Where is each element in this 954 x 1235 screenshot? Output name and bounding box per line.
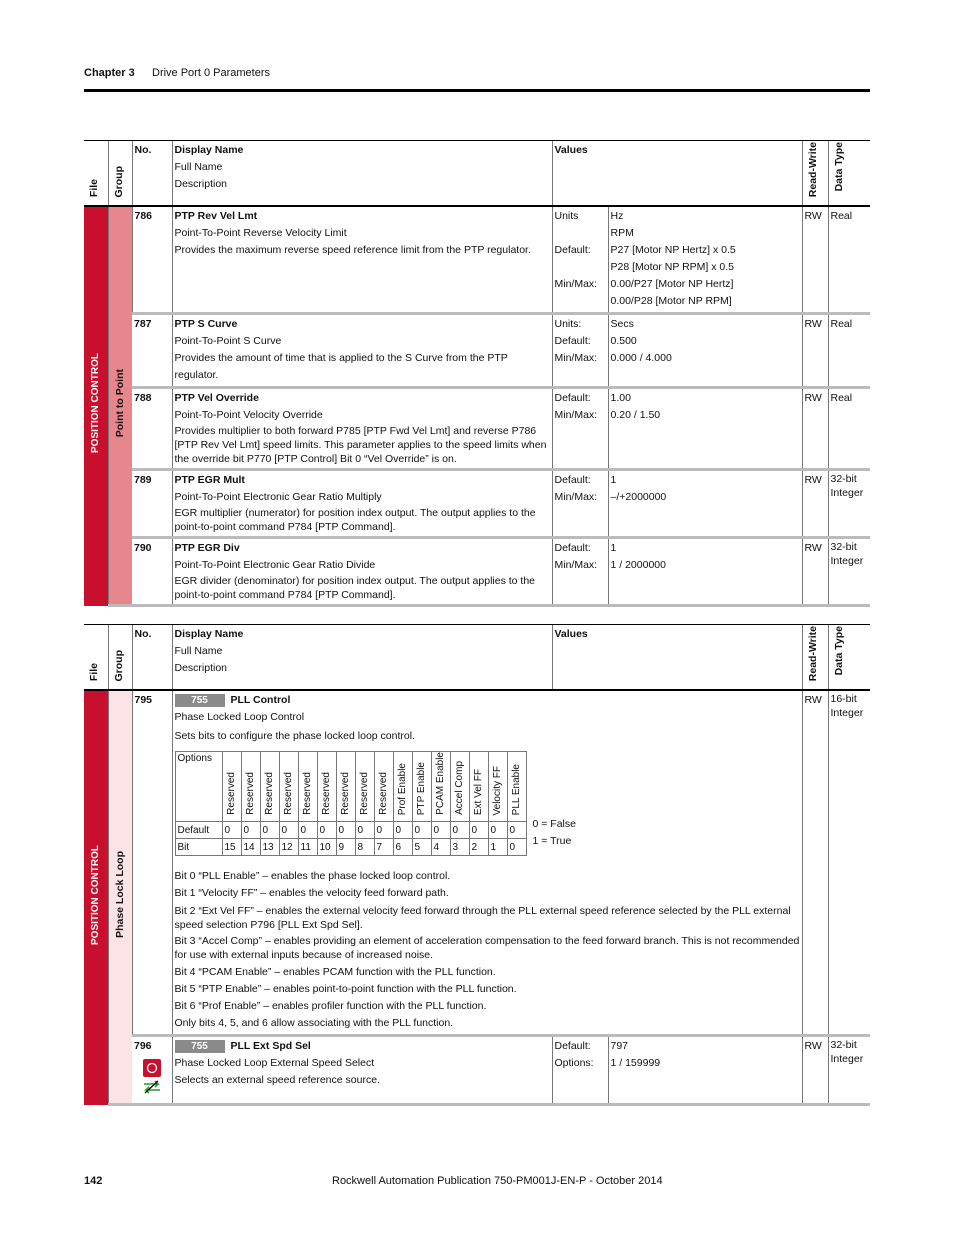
table-row <box>84 470 870 538</box>
param-name: 755 PLL Control Phase Locked Loop Control Sets bits to configure the phase locked loop control. Options Reserved Reserved Reserved Reserved Reserved Reserved Reserved Reserved Reserved Prof Enable PTP Enable PCAM Enable Accel Comp Ext Vel FF Velocity FF PLL Enable Default 0 0 0 0 0 0 0 0 0 0 0 0 0 0 0 0 Bit 15 14 13 12 11 10 9 8 7 6 5 4 3 2 1 0 0 = False 1 = True Bit 0 “PLL Enable” – enables the phase locked loop control. Bit 1 “Velocity FF” – enables the velocity feed forward path. Bit 2 “Ext Vel FF” – enables the external velocity feed forward through the PLL external speed reference selected by the PLL external speed selection P796 [PLL Ext Spd Sel]. Bit 3 “Accel Comp” – enables providing an element of acceleration compensation to the feed forward branch. This is not recommended for use with external inputs because of increased noise. Bit 4 “PCAM Enable” – enables PCAM function with the PLL function. Bit 5 “PTP Enable” – enables point-to-point function with the PLL function. Bit 6 “Prof Enable” – enables profiler function with the PLL function. Only bits 4, 5, and 6 allow associating with the PLL function. <box>172 690 802 1035</box>
table-header <box>84 625 870 691</box>
read-write: RW <box>802 206 828 314</box>
param-name: PTP Rev Vel Lmt Point-To-Point Reverse Velocity Limit Provides the maximum reverse speed reference limit from the PTP regulator. <box>172 206 552 314</box>
value-labels: Default: Min/Max: <box>552 388 608 470</box>
read-write: RW <box>802 470 828 538</box>
file-label: POSITION CONTROL <box>84 206 108 606</box>
value-values: 797 1 / 159999 <box>608 1036 802 1105</box>
param-no: 787 <box>132 314 172 388</box>
stop-icon <box>143 1059 161 1077</box>
value-values: Secs 0.500 0.000 / 4.000 <box>608 314 802 388</box>
group-label: Point to Point <box>108 206 132 606</box>
link-swap-icon <box>134 1079 170 1101</box>
col-rw: Read-Write <box>802 141 828 207</box>
value-values: 1.00 0.20 / 1.50 <box>608 388 802 470</box>
param-no: 786 <box>132 206 172 314</box>
table-row <box>84 538 870 606</box>
data-type: 32-bit Integer <box>828 470 870 538</box>
value-values: 1 1 / 2000000 <box>608 538 802 606</box>
col-group: Group <box>108 625 132 691</box>
col-no: No. <box>132 141 172 207</box>
data-type: 16-bit Integer <box>828 690 870 1035</box>
param-no: 788 <box>132 388 172 470</box>
file-label: POSITION CONTROL <box>84 690 108 1104</box>
table-row <box>84 314 870 388</box>
badge-755: 755 <box>175 694 225 707</box>
table-row <box>84 206 870 314</box>
param-name: PTP S Curve Point-To-Point S Curve Provides the amount of time that is applied to the S Curve from the PTP regulator. <box>172 314 552 388</box>
col-no: No. <box>132 625 172 691</box>
table-row <box>84 690 870 1035</box>
col-group: Group <box>108 141 132 207</box>
table-row <box>84 1036 870 1105</box>
group-label: Phase Lock Loop <box>108 690 132 1104</box>
col-display: Display Name Full Name Description <box>172 625 552 691</box>
param-no: 796 <box>134 1040 152 1053</box>
value-values: Hz RPM P27 [Motor NP Hertz] x 0.5 P28 [Motor NP RPM] x 0.5 0.00/P27 [Motor NP Hertz] 0.00/P28 [Motor NP RPM] <box>608 206 802 314</box>
col-values: Values <box>552 141 802 207</box>
page-number: 142 <box>84 1175 103 1187</box>
data-type: 32-bit Integer <box>828 538 870 606</box>
chapter-title: Drive Port 0 Parameters <box>152 67 270 79</box>
read-write: RW <box>802 314 828 388</box>
param-name: PTP EGR Div Point-To-Point Electronic Gear Ratio Divide EGR divider (denominator) for position index output. The output applies to the point-to-point command P784 [PTP Command]. <box>172 538 552 606</box>
bit-options-table: Options Reserved Reserved Reserved Reserved Reserved Reserved Reserved Reserved Reserved Prof Enable PTP Enable PCAM Enable Accel Comp Ext Vel FF Velocity FF PLL Enable Default 0 0 0 0 0 0 0 0 0 0 0 0 0 0 0 0 Bit 15 14 13 12 11 10 9 8 7 6 5 4 3 2 1 0 <box>175 751 527 856</box>
param-no: 790 <box>132 538 172 606</box>
value-labels: Units: Default: Min/Max: <box>552 314 608 388</box>
param-no: 795 <box>132 690 172 1035</box>
bit-legend: 0 = False 1 = True <box>532 818 576 848</box>
data-type: Real <box>828 206 870 314</box>
param-name: PTP Vel Override Point-To-Point Velocity Override Provides multiplier to both forward P785 [PTP Fwd Vel Lmt] and reverse P786 [PTP Rev Vel Lmt] speed limits. This parameter applies to the speed limits when the override bit P770 [PTP Control] Bit 0 “Vel Override” is on. <box>172 388 552 470</box>
param-name: PTP EGR Mult Point-To-Point Electronic Gear Ratio Multiply EGR multiplier (numerator) for position index output. The output applies to the point-to-point command P784 [PTP Command]. <box>172 470 552 538</box>
read-write: RW <box>802 690 828 1035</box>
read-write: RW <box>802 538 828 606</box>
value-labels: Default: Min/Max: <box>552 538 608 606</box>
table-header <box>84 141 870 207</box>
col-file: File <box>84 625 108 691</box>
param-no: 789 <box>132 470 172 538</box>
badge-755: 755 <box>175 1040 225 1053</box>
param-name: 755 PLL Ext Spd Sel Phase Locked Loop External Speed Select Selects an external speed reference source. <box>172 1036 552 1105</box>
value-labels: Default: Min/Max: <box>552 470 608 538</box>
chapter-label: Chapter 3 <box>84 67 135 79</box>
value-labels: Units Default: Min/Max: <box>552 206 608 314</box>
col-file: File <box>84 141 108 207</box>
param-no-cell <box>132 1036 172 1105</box>
publication-line: Rockwell Automation Publication 750-PM001J-EN-P - October 2014 <box>332 1175 663 1187</box>
parameter-table-1 <box>84 140 870 607</box>
col-dtype: Data Type <box>828 625 870 691</box>
data-type: 32-bit Integer <box>828 1036 870 1105</box>
table-row <box>84 388 870 470</box>
bit-notes: Bit 0 “PLL Enable” – enables the phase locked loop control. Bit 1 “Velocity FF” – enables the velocity feed forward path. Bit 2 “Ext Vel FF” – enables the external velocity feed forward through the PLL external speed reference selected by the PLL external speed selection P796 [PLL Ext Spd Sel]. Bit 3 “Accel Comp” – enables providing an element of acceleration compensation to the feed forward branch. This is not recommended for use with external inputs because of increased noise. Bit 4 “PCAM Enable” – enables PCAM function with the PLL function. Bit 5 “PTP Enable” – enables point-to-point function with the PLL function. Bit 6 “Prof Enable” – enables profiler function with the PLL function. Only bits 4, 5, and 6 allow associating with the PLL function. <box>174 870 800 1030</box>
read-write: RW <box>802 1036 828 1105</box>
parameter-table-2 <box>84 624 870 1106</box>
data-type: Real <box>828 388 870 470</box>
col-values: Values <box>552 625 802 691</box>
data-type: Real <box>828 314 870 388</box>
value-values: 1 –/+2000000 <box>608 470 802 538</box>
col-display: Display Name Full Name Description <box>172 141 552 207</box>
read-write: RW <box>802 388 828 470</box>
value-labels: Default: Options: <box>552 1036 608 1105</box>
header-rule <box>84 89 870 92</box>
col-rw: Read-Write <box>802 625 828 691</box>
col-dtype: Data Type <box>828 141 870 207</box>
